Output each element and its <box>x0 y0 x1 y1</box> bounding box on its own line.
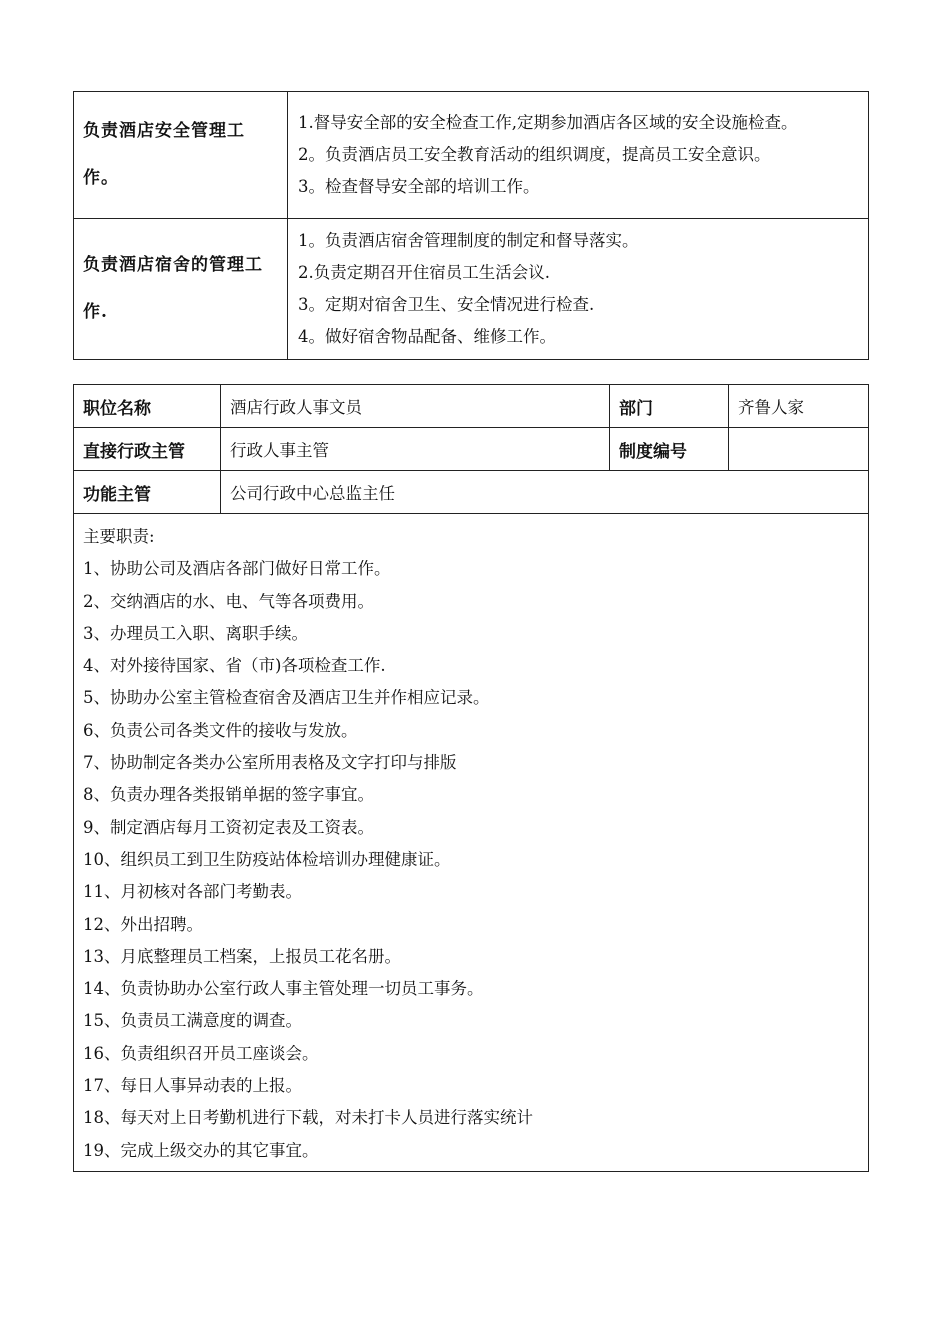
responsibility-row-dormitory <box>74 219 869 360</box>
duty-item: 8、负责办理各类报销单据的签字事宜。 <box>83 785 374 805</box>
duty-item: 3、办理员工入职、离职手续。 <box>83 623 308 643</box>
duty-item: 2、交纳酒店的水、电、气等各项费用。 <box>83 591 374 611</box>
table-row <box>74 471 869 514</box>
duty-item: 15、负责员工满意度的调查。 <box>83 1011 302 1031</box>
position-table <box>73 384 869 1172</box>
list-item: 2.负责定期召开住宿员工生活会议. <box>298 263 550 282</box>
list-item: 2。负责酒店员工安全教育活动的组织调度，提高员工安全意识。 <box>298 145 771 164</box>
duty-item: 7、协助制定各类办公室所用表格及文字打印与排版 <box>83 753 457 773</box>
functional-supervisor-label: 功能主管 <box>74 471 221 514</box>
list-item: 3。定期对宿舍卫生、安全情况进行检查. <box>298 295 595 314</box>
duties-row <box>74 514 869 1172</box>
department-label: 部门 <box>610 385 729 428</box>
list-item: 1.督导安全部的安全检查工作,定期参加酒店各区域的安全设施检查。 <box>298 113 798 132</box>
duty-item: 4、对外接待国家、省（市)各项检查工作. <box>83 656 386 676</box>
responsibility-title: 负责酒店安全管理工作。 <box>74 92 288 219</box>
duty-item: 16、负责组织召开员工座谈会。 <box>83 1043 319 1063</box>
position-title-value: 酒店行政人事文员 <box>221 385 610 428</box>
duty-item: 9、制定酒店每月工资初定表及工资表。 <box>83 817 374 837</box>
responsibility-items <box>288 92 869 219</box>
duty-item: 1、协助公司及酒店各部门做好日常工作。 <box>83 559 391 579</box>
table-row <box>74 428 869 471</box>
list-item: 1。负责酒店宿舍管理制度的制定和督导落实。 <box>298 231 639 250</box>
table-row <box>74 385 869 428</box>
list-item: 4。做好宿舍物品配备、维修工作。 <box>298 327 556 346</box>
duties-cell <box>74 514 869 1172</box>
responsibility-row-safety <box>74 92 869 219</box>
duty-item: 12、外出招聘。 <box>83 914 203 934</box>
duty-item: 6、负责公司各类文件的接收与发放。 <box>83 720 358 740</box>
duty-item: 17、每日人事异动表的上报。 <box>83 1076 302 1096</box>
code-value <box>729 428 869 471</box>
duties-heading: 主要职责: <box>83 527 155 546</box>
duty-item: 13、月底整理员工档案，上报员工花名册。 <box>83 946 401 966</box>
supervisor-value: 行政人事主管 <box>221 428 610 471</box>
functional-supervisor-value: 公司行政中心总监主任 <box>221 471 869 514</box>
position-title-label: 职位名称 <box>74 385 221 428</box>
responsibility-table <box>73 91 869 360</box>
duty-item: 5、协助办公室主管检查宿舍及酒店卫生并作相应记录。 <box>83 688 490 708</box>
code-label: 制度编号 <box>610 428 729 471</box>
duty-item: 18、每天对上日考勤机进行下载，对未打卡人员进行落实统计 <box>83 1108 533 1128</box>
department-value: 齐鲁人家 <box>729 385 869 428</box>
responsibility-title: 负责酒店宿舍的管理工作. <box>74 219 288 360</box>
duty-item: 11、月初核对各部门考勤表。 <box>83 882 302 902</box>
list-item: 3。检查督导安全部的培训工作。 <box>298 177 540 196</box>
supervisor-label: 直接行政主管 <box>74 428 221 471</box>
duty-item: 19、完成上级交办的其它事宜。 <box>83 1140 319 1160</box>
responsibility-items <box>288 219 869 360</box>
duty-item: 14、负责协助办公室行政人事主管处理一切员工事务。 <box>83 979 484 999</box>
duty-item: 10、组织员工到卫生防疫站体检培训办理健康证。 <box>83 849 451 869</box>
